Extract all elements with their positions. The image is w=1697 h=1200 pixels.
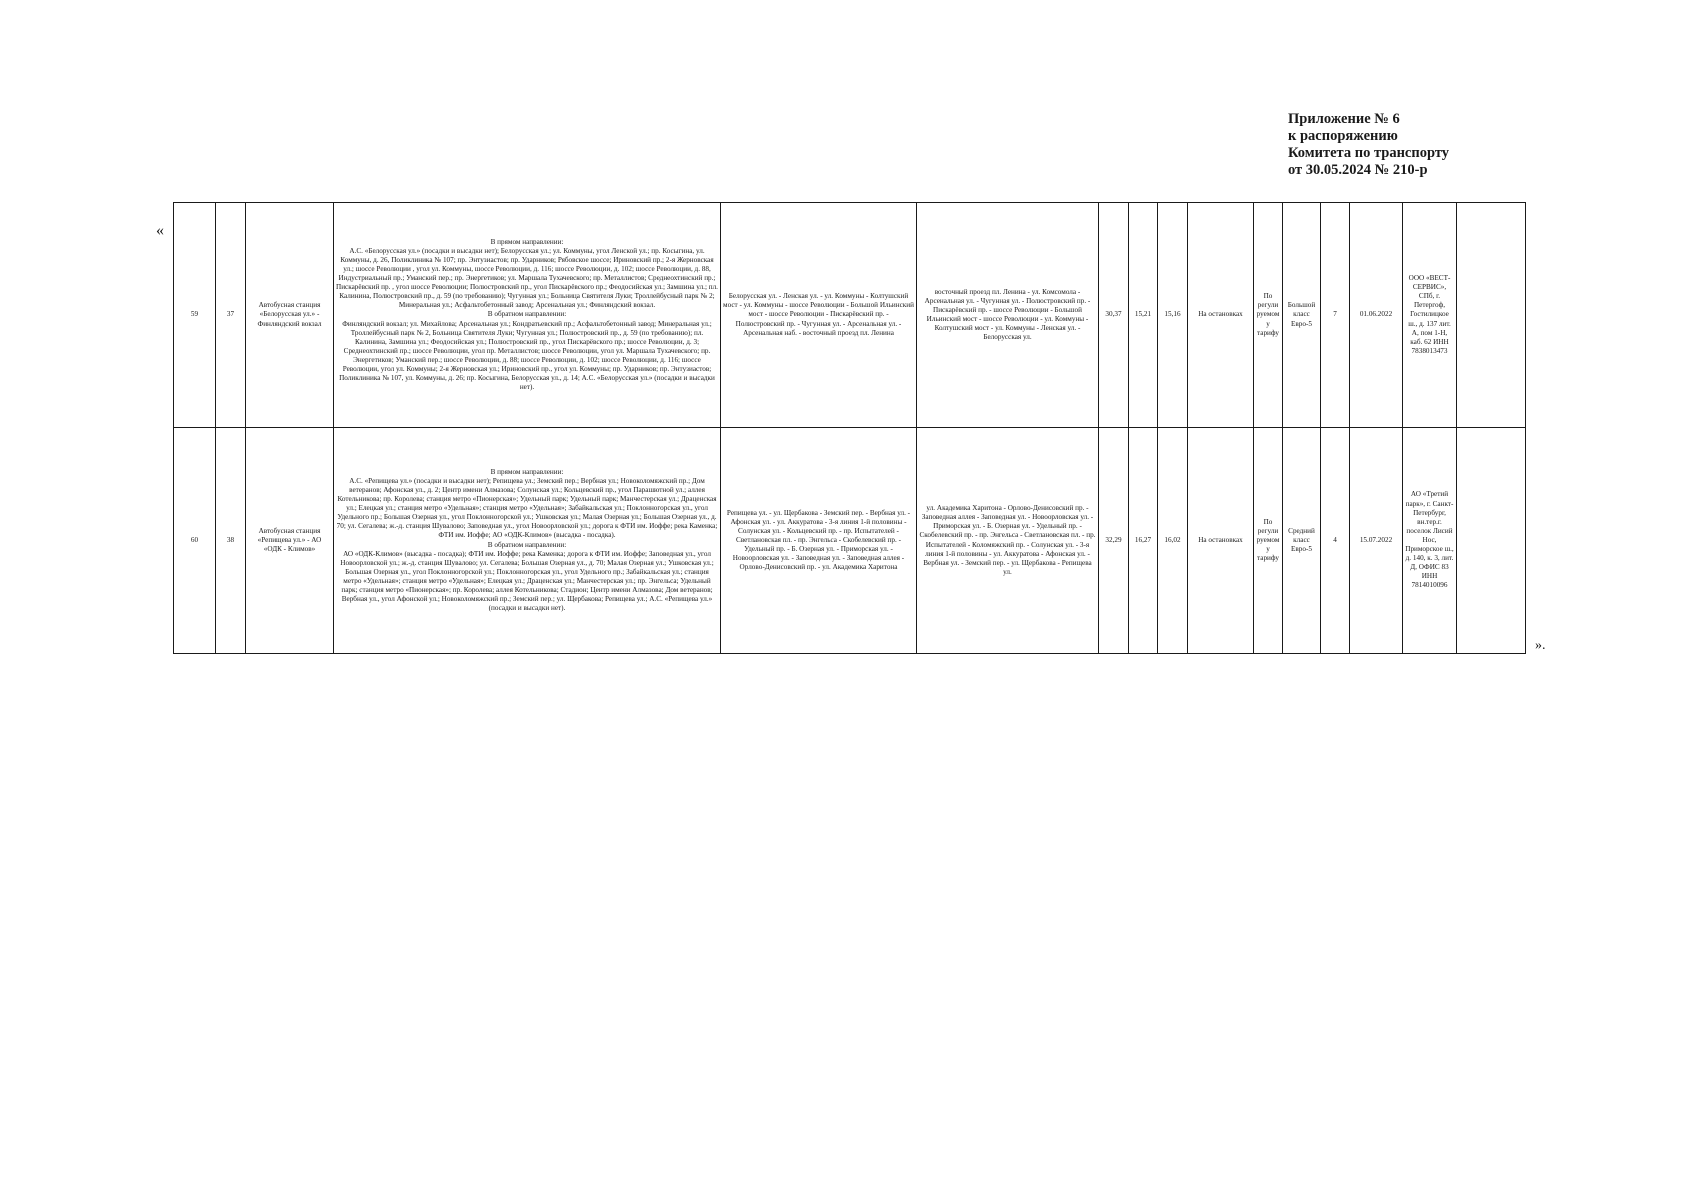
vehicle-class: Средний класс Евро-5	[1283, 428, 1321, 654]
forward-stops: А.С. «Белорусская ул.» (посадки и высадки нет); Белорусская ул.; ул. Коммуны, угол Ленской ул.; пр. Косыгина, ул. Коммуны, д. 26, Поликлиника № 107; пр. Энтузиастов; пр. Ударников; Рябовское шоссе; Ириновский пр.; 2-я Жерновская ул.; шоссе Революции , угол ул. Коммуны, шоссе Революции, д. 116; шоссе Революции, д. 102; шоссе Революции, д. 88, Индустриальный пр.; Уманский пер.; пр. Энергетиков; ул. Маршала Тухачевского; пр. Металлистов; Среднеохтинский пр.; Пискарёвский пр. , угол шоссе Революции; Полюстровский пр., угол Пискарёвского пр.; Феодосийская ул.; Замшина ул.; пл. Калинина, Полюстровский пр., д. 59 (по требованию); Чугунная ул.; Больница Святителя Луки; Троллейбусный парк № 2; Минеральная ул.; Асфальтобетонный завод; Арсенальная ул.; Финляндский вокзал.	[336, 246, 718, 310]
appendix-committee: Комитета по транспорту	[1288, 145, 1450, 161]
back-stops: АО «ОДК-Климов» (высадка - посадка); ФТИ им. Иоффе; река Каменка; дорога к ФТИ им. Иоффе; Заповедная ул., угол Новоорловской ул.; ж.-д. станция Шувалово; ул. Сегалева; Большая Озерная ул., д. 70; Малая Озерная ул.; Ушковская ул.; Большая Озерная ул., угол Поклонногорской ул.; Поклонногорская ул., угол Удельного пр.; Забайкальская ул.; станция метро «Удельная»; станция метро «Удельная»; Елецкая ул.; Драценская ул.; Манчестерская ул.; пр. Энгельса; Удельный парк; станция метро «Пионерская»; пр. Королева; аллея Котельникова; Стадион; Центр имени Алмазова; Дом ветеранов; Вербная ул., угол Афонской ул.; Новоколомяжский пр.; Земский пер.; ул. Щербакова; Репищева ул.; А.С. «Репищева ул.» (посадки и высадки нет).	[340, 549, 714, 613]
route-length: 32,29	[1099, 428, 1129, 654]
start-date: 01.06.2022	[1350, 203, 1403, 428]
streets-forward: Репищева ул. - ул. Щербакова - Земский пер. - Вербная ул. - Афонская ул. - ул. Аккуратова - 3-я линия 1-й половины - Солунская ул. - Кольцевский пр. - пр. Испытателей - Светлановская пл. - пр. Энгельса - Скобелевский пр. - Удельный пр. - Б. Озерная ул. - Приморская ул. - Новоорловская ул. - Заповедная ул. - Заповедная аллея - Орлово-Денисовский пр. - ул. Академика Харитона	[721, 428, 917, 654]
stop-order: На остановках	[1188, 203, 1254, 428]
appendix-number: Приложение № 6	[1288, 111, 1400, 127]
carrier-info: АО «Третий парк», г. Санкт-Петербург, вн.тер.г. поселок Лисий Нос, Приморское ш., д. 140, к. 3, лит. Д, ОФИС 83 ИНН 7814010096	[1403, 428, 1457, 654]
closing-quote: ».	[1535, 638, 1546, 653]
row-number: 60	[174, 428, 216, 654]
back-title: В обратном направлении:	[487, 540, 567, 549]
appendix-order: к распоряжению	[1288, 128, 1398, 144]
fare-type: По регулируемому тарифу	[1254, 428, 1283, 654]
opening-quote: «	[156, 222, 164, 239]
start-date: 15.07.2022	[1350, 428, 1403, 654]
streets-back: ул. Академика Харитона - Орлово-Денисовский пр. - Заповедная аллея - Заповедная ул. - Новоорловская ул. - Приморская ул. - Б. Озерная ул. - Удельный пр. - Скобелевский пр. - пр. Энгельса - Светлановская пл. - пр. Испытателей - Коломяжский пр. - Солунская ул. - 3-я линия 1-й половины - ул. Аккуратова - Афонская ул. - Вербная ул. - Земский пер. - ул. Щербакова - Репищева ул.	[917, 428, 1099, 654]
back-stops: Финляндский вокзал; ул. Михайлова; Арсенальная ул.; Кондратьевский пр.; Асфальтобетонный завод; Минеральная ул.; Троллейбусный парк № 2, Больница Святителя Луки; Чугунная ул.; Полюстровский пр., д. 59 (по требованию); пл. Калинина, Замшина ул.; Феодосийская ул.; Полюстровский пр., угол Пискарёвского пр.; шоссе Революции, д. 3; Среднеохтинский пр.; шоссе Революции, угол пр. Металлистов; шоссе Революции, угол ул. Маршала Тухачевского; пр. Энергетиков; Уманский пер.; шоссе Революции, д. 88; шоссе Революции, д. 102; шоссе Революции, д. 116; шоссе Революции, угол ул. Коммуны; 2-я Жерновская ул.; Ириновский пр., угол ул. Коммуны; пр. Ударников; пр. Энтузиастов; Поликлиника № 107, ул. Коммуны, д. 26; пр. Косыгина, Белорусская ул., д. 14; А.С. «Белорусская ул.» (посадки и высадки нет).	[339, 319, 715, 392]
appendix-header	[1288, 111, 1449, 179]
vehicle-count: 4	[1321, 428, 1350, 654]
length-back: 16,02	[1158, 428, 1188, 654]
carrier-info: ООО «ВЕСТ-СЕРВИС», СПб, г. Петергоф, Гостилицкое ш., д. 137 лит. А, пом 1-Н, каб. 62 ИНН 7838013473	[1403, 203, 1457, 428]
route-stops	[334, 203, 721, 428]
extra-cell	[1457, 203, 1526, 428]
route-stops	[334, 428, 721, 654]
length-back: 15,16	[1158, 203, 1188, 428]
vehicle-count: 7	[1321, 203, 1350, 428]
fare-type: По регулируемому тарифу	[1254, 203, 1283, 428]
length-forward: 15,21	[1129, 203, 1158, 428]
table-row	[174, 428, 1526, 654]
extra-cell	[1457, 428, 1526, 654]
streets-forward: Белорусская ул. - Ленская ул. - ул. Коммуны - Колтушский мост - ул. Коммуны - шоссе Революции - Большой Ильинский мост - шоссе Революции - Пискарёвский пр. - Полюстровский пр. - Чугунная ул. - Арсенальная ул. - Арсенальная наб. - восточный проезд пл. Ленина	[721, 203, 917, 428]
route-name: Автобусная станция «Белорусская ул.» - Финляндский вокзал	[246, 203, 334, 428]
forward-stops: А.С. «Репищева ул.» (посадки и высадки нет); Репищева ул.; Земский пер.; Вербная ул.; Новоколомяжский пр.; Дом ветеранов; Афонская ул., д. 2; Центр имени Алмазова; Солунская ул.; Кольцевский пр., угол Парашютной ул.; аллея Котельникова; пр. Королева; станция метро «Пионерская»; Удельный парк; Удельный парк; Манчестерская ул.; Драценская ул.; Елецкая ул.; станция метро «Удельная»; станция метро «Удельная»; Забайкальская ул.; Поклонногорская ул., угол Удельного пр.; Большая Озерная ул., угол Поклонногорской ул.; Ушковская ул.; Малая Озерная ул.; Большая Озерная ул., д. 70; ул. Сегалева; ж.-д. станция Шувалово; Заповедная ул., угол Новоорловской ул.; дорога к ФТИ им. Иоффе; река Каменка; ФТИ им. Иоффе; АО «ОДК-Климов» (высадка - посадка).	[336, 476, 718, 540]
forward-title: В прямом направлении:	[490, 237, 564, 246]
vehicle-class: Большой класс Евро-5	[1283, 203, 1321, 428]
routes-table	[173, 202, 1526, 654]
back-title: В обратном направлении:	[487, 310, 567, 319]
route-name: Автобусная станция «Репищева ул.» - АО «ОДК - Климов»	[246, 428, 334, 654]
streets-back: восточный проезд пл. Ленина - ул. Комсомола - Арсенальная ул. - Чугунная ул. - Полюстровский пр. - Пискарёвский пр. - шоссе Революции - Большой Ильинский мост - шоссе Революции - ул. Коммуны - Колтушский мост - ул. Коммуны - Ленская ул. - Белорусская ул.	[917, 203, 1099, 428]
stop-order: На остановках	[1188, 428, 1254, 654]
route-number: 37	[216, 203, 246, 428]
length-forward: 16,27	[1129, 428, 1158, 654]
route-number: 38	[216, 428, 246, 654]
route-length: 30,37	[1099, 203, 1129, 428]
row-number: 59	[174, 203, 216, 428]
table-row	[174, 203, 1526, 428]
appendix-date: от 30.05.2024 № 210-р	[1288, 162, 1428, 178]
forward-title: В прямом направлении:	[490, 467, 564, 476]
